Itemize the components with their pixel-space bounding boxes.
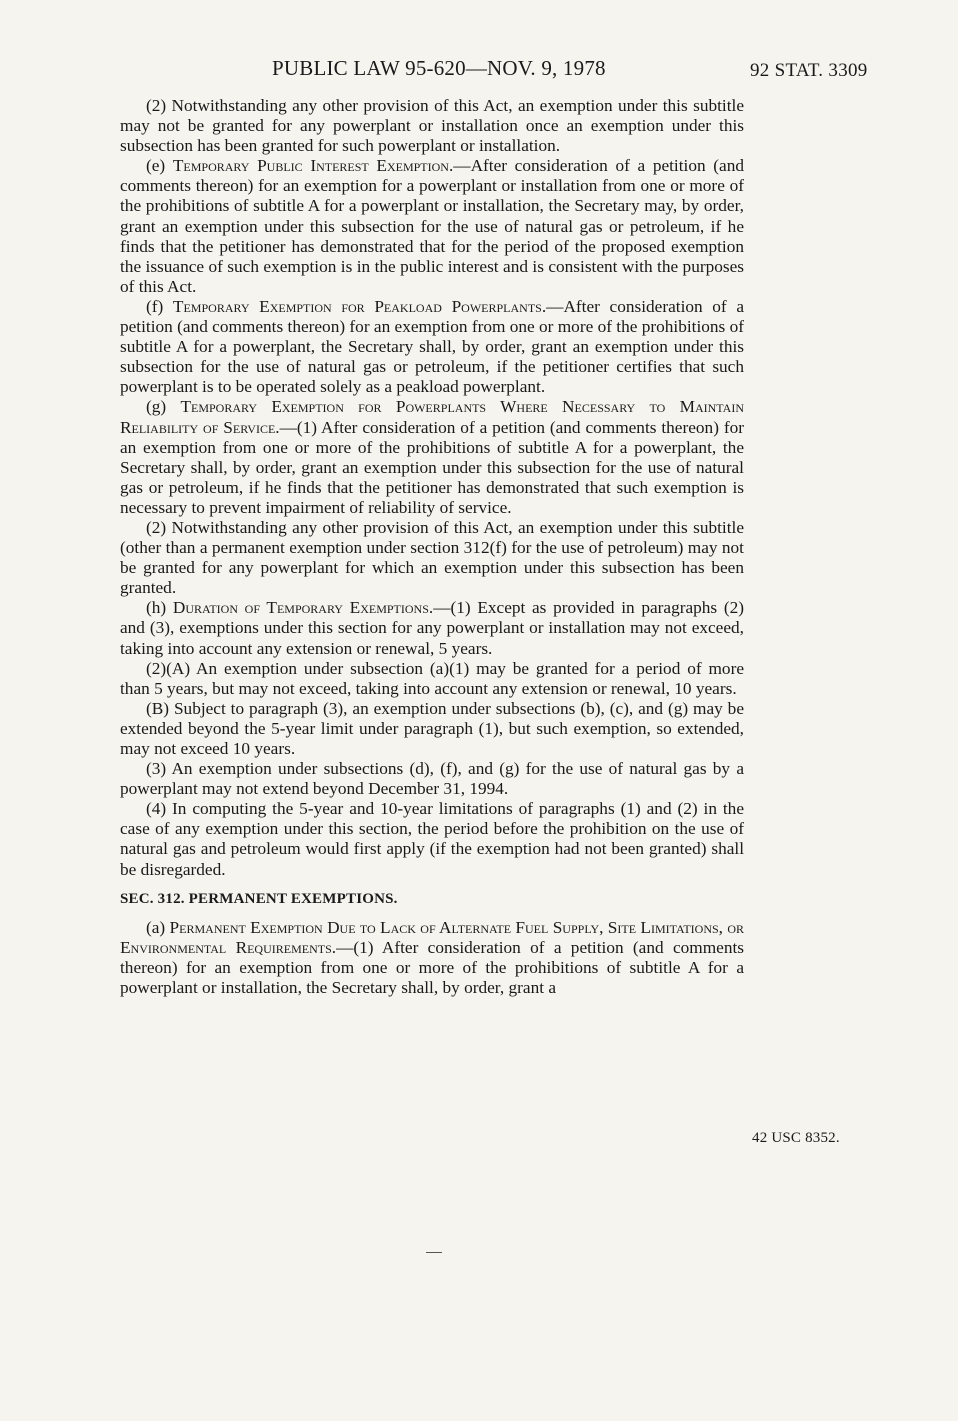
paragraph-h4: (4) In computing the 5-year and 10-year limitations of paragraphs (1) and (2) in the case of any exemption under this section, the period before the prohibition on the use of natural gas and petroleum would first apply (if the exemption had not been granted) shall be disregarded.: [120, 799, 744, 879]
subsection-label: (a): [146, 917, 170, 937]
paragraph-h: [120, 598, 744, 658]
subsection-heading: Permanent Exemption Due to Lack of Alternate Fuel Supply, Site Limitations, or Environmental Requirements: [120, 917, 744, 957]
subsection-label: (e): [146, 156, 173, 176]
paragraph-d2: (2) Notwithstanding any other provision of this Act, an exemption under this subtitle may not be granted for any powerplant or installation once an exemption under this subsection has been granted for such powerplant or installation.: [120, 96, 744, 156]
paragraph-e: [120, 156, 744, 297]
subsection-text: .—(1) After consideration of a petition (and comments thereon) for an exemption from one or more of the prohibitions of subtitle A for a powerplant, the Secretary shall, by order, grant an exemption under this subsection for the use of natural gas or petroleum, if he finds that the petitioner has demonstrated that such exemption is necessary to prevent impairment of reliability of service.: [120, 417, 744, 517]
subsection-label: (g): [146, 397, 181, 417]
paragraph-g2: (2) Notwithstanding any other provision of this Act, an exemption under this subtitle (other than a permanent exemption under section 312(f) for the use of petroleum) may not be granted for any powerplant for which an exemption under this subsection has been granted.: [120, 517, 744, 598]
paragraph-h3: (3) An exemption under subsections (d), (f), and (g) for the use of natural gas by a powerplant may not extend beyond December 31, 1994.: [120, 759, 744, 799]
subsection-heading: Duration of Temporary Exemptions: [172, 598, 429, 618]
subsection-text: .—(1) After consideration of a petition (and comments thereon) for an exemption from one or more of the prohibitions of subtitle A for a powerplant or installation, the Secretary shall, by order, grant a: [120, 937, 744, 998]
subsection-label: (f): [146, 296, 173, 316]
subsection-text: .—(1) Except as provided in paragraphs (2) and (3), exemptions under this section for any powerplant or installation may not exceed, taking into account any extension or renewal, 5 years.: [120, 598, 744, 658]
section-heading: SEC. 312. PERMANENT EXEMPTIONS.: [120, 890, 398, 907]
subsection-label: (h): [146, 598, 173, 618]
page-title: PUBLIC LAW 95-620—NOV. 9, 1978: [272, 56, 606, 80]
page-header: [0, 56, 958, 86]
subsection-heading: Temporary Exemption for Peakload Powerplants: [172, 296, 542, 316]
subsection-text: .—After consideration of a petition (and comments thereon) for an exemption for a powerplant or installation from one or more of the prohibitions of subtitle A for a powerplant or installation, the Secretary may, by order, grant an exemption under this subsection for the use of natural gas or petroleum, if he finds that the petitioner has demonstrated that for the period of the proposed exemption the issuance of such exemption is in the public interest and is consistent with the purposes of this Act.: [120, 156, 744, 296]
paragraph-h2a: (2)(A) An exemption under subsection (a)(1) may be granted for a period of more than 5 years, but may not exceed, taking into account any extension or renewal, 10 years.: [120, 658, 744, 698]
subsection-heading: Temporary Public Interest Exemption: [172, 156, 449, 176]
margin-citation: 42 USC 8352.: [752, 1130, 840, 1146]
page-footer-mark: [426, 1252, 442, 1253]
statute-reference: 92 STAT. 3309: [750, 60, 868, 81]
paragraph-f: [120, 297, 744, 397]
subsection-text: .—After consideration of a petition (and comments thereon) for an exemption from one or more of the prohibitions of subtitle A for a powerplant, the Secretary shall, by order, grant an exemption under this subsection for the use of natural gas or petroleum, if the petitioner certifies that such powerplant is to be operated solely as a peakload powerplant.: [120, 296, 744, 397]
paragraph-g: [120, 397, 744, 518]
paragraph-h2b: (B) Subject to paragraph (3), an exemption under subsections (b), (c), and (g) may be extended beyond the 5-year limit under paragraph (1), but such exemption, so extended, may not exceed 10 years.: [120, 698, 744, 758]
document-body: [120, 96, 744, 998]
subsection-heading: Temporary Exemption for Powerplants Where Necessary to Maintain Reliability of Service: [120, 397, 744, 437]
paragraph-312a: [120, 918, 744, 998]
